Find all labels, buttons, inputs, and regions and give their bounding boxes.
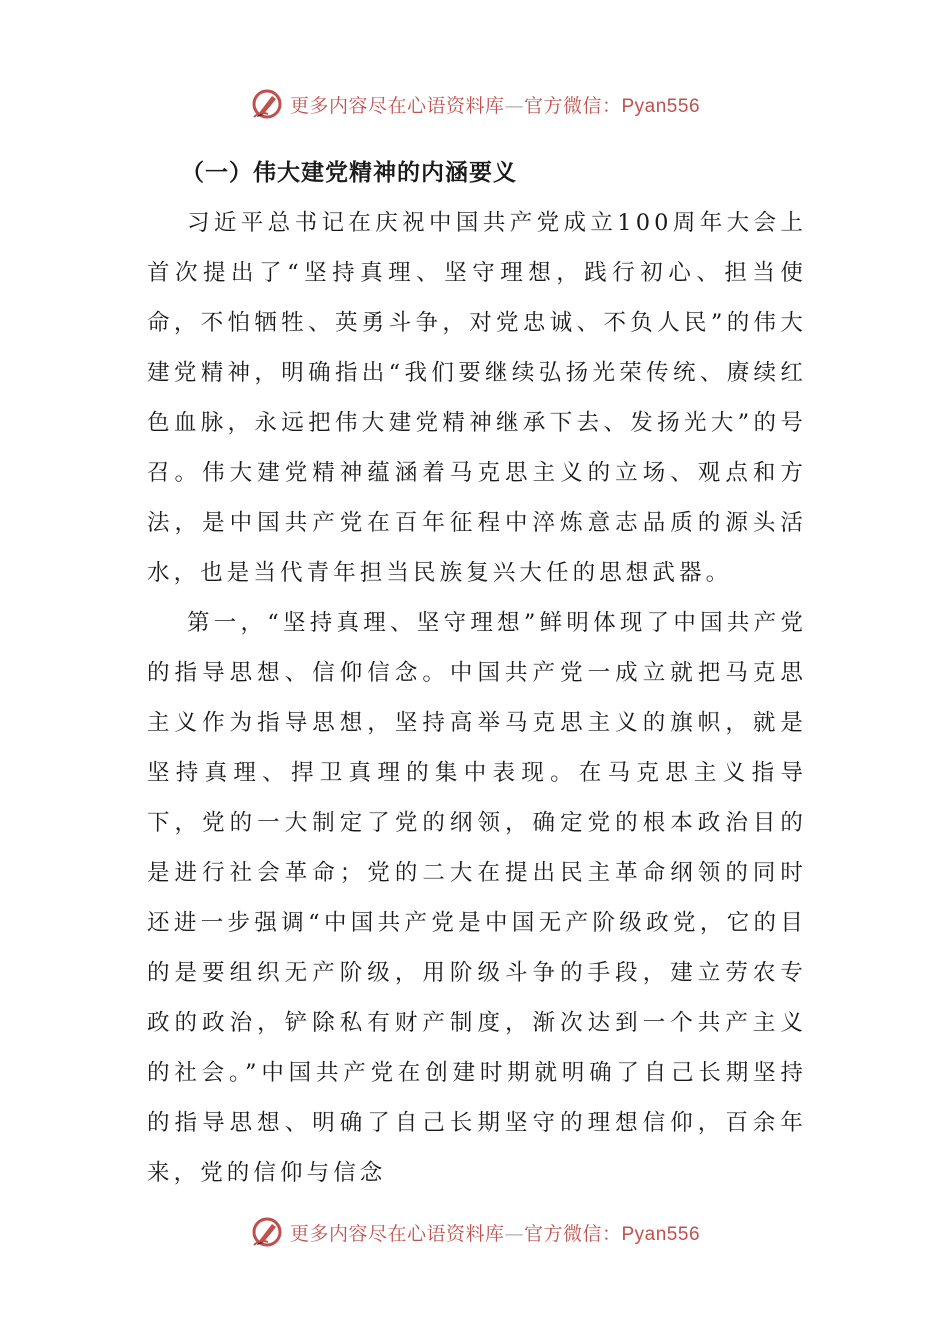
header-banner-separator: — [504, 94, 524, 117]
footer-banner [0, 1212, 950, 1252]
footer-banner-wechat-id: Pyan556 [621, 1223, 701, 1245]
header-banner [0, 84, 950, 124]
footer-banner-inner [250, 1215, 700, 1249]
header-banner-main: 更多内容尽在心语资料库 [289, 94, 505, 117]
header-banner-text [290, 91, 700, 118]
paragraph-2: 第一，“坚持真理、坚守理想”鲜明体现了中国共产党的指导思想、信仰信念。中国共产党一成立就把马克思主义作为指导思想，坚持高举马克思主义的旗帜，就是坚持真理、捍卫真理的集中表现。在马克思主义指导下，党的一大制定了党的纲领，确定党的根本政治目的是进行社会革命；党的二大在提出民主革命纲领的同时还进一步强调“中国共产党是中国无产阶级政党，它的目的是要组织无产阶级，用阶级斗争的手段，建立劳农专政的政治，铲除私有财产制度，渐次达到一个共产主义的社会。”中国共产党在创建时期就明确了自己长期坚持的指导思想、明确了自己长期坚守的理想信仰，百余年来，党的信仰与信念 [147, 610, 807, 1186]
header-banner-label: 官方微信： [523, 94, 622, 117]
footer-banner-separator: — [504, 1222, 524, 1245]
footer-banner-label: 官方微信： [523, 1222, 622, 1245]
header-banner-inner [250, 87, 700, 121]
document-body [147, 148, 807, 1198]
pen-logo-icon [250, 87, 284, 121]
footer-banner-text [290, 1219, 700, 1246]
pen-logo-icon [250, 1215, 284, 1249]
section-title: （一）伟大建党精神的内涵要义 [181, 160, 517, 186]
paragraph-1: 习近平总书记在庆祝中国共产党成立100周年大会上首次提出了“坚持真理、坚守理想，践行初心、担当使命，不怕牺牲、英勇斗争，对党忠诚、不负人民”的伟大建党精神，明确指出“我们要继续弘扬光荣传统、赓续红色血脉，永远把伟大建党精神继承下去、发扬光大”的号召。伟大建党精神蕴涵着马克思主义的立场、观点和方法，是中国共产党在百年征程中淬炼意志品质的源头活水，也是当代青年担当民族复兴大任的思想武器。 [147, 210, 807, 586]
header-banner-wechat-id: Pyan556 [621, 95, 701, 117]
footer-banner-main: 更多内容尽在心语资料库 [289, 1222, 505, 1245]
